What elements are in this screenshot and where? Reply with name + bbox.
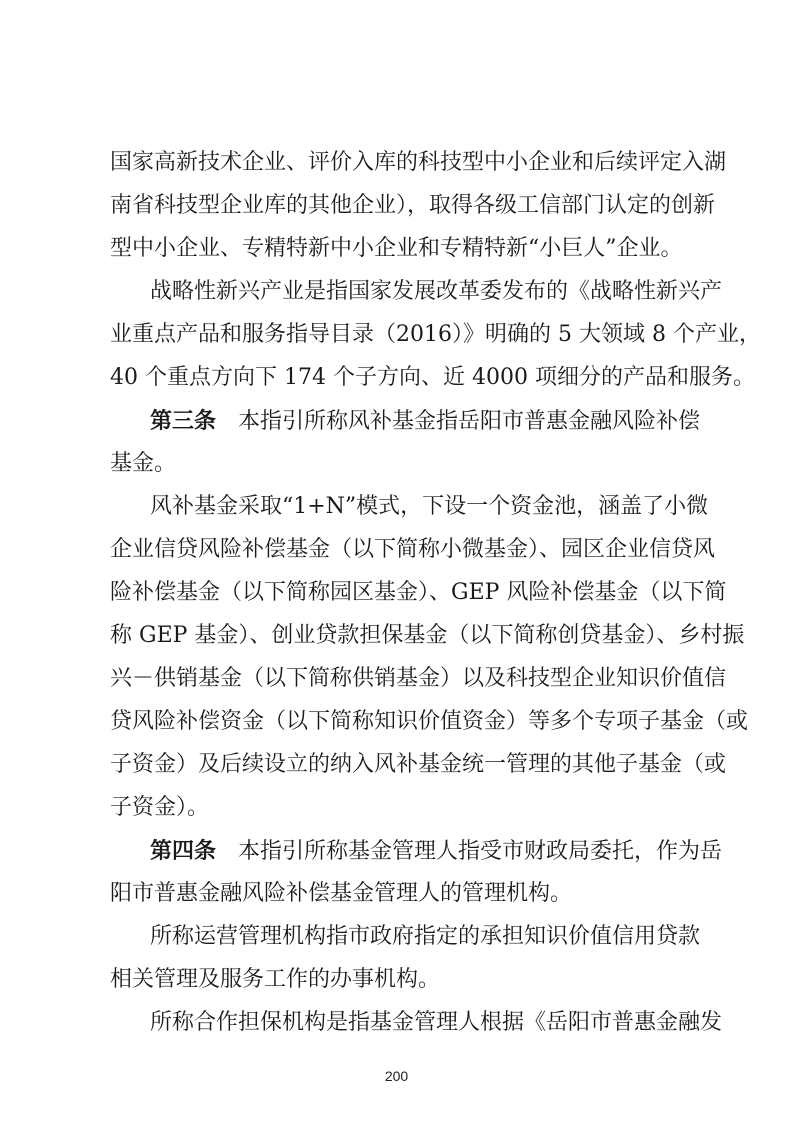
body-text-line: 风补基金采取“1+N”模式，下设一个资金池，涵盖了小微 — [150, 494, 709, 519]
article-text: 本指引所称基金管理人指受市财政局委托，作为岳 — [238, 839, 723, 864]
body-text-line: 国家高新技术企业、评价入库的科技型中小企业和后续评定入湖 — [110, 150, 727, 175]
body-text-line: 型中小企业、专精特新中小企业和专精特新“小巨人”企业。 — [110, 236, 683, 261]
body-text-line: 兴－供销基金（以下简称供销基金）以及科技型企业知识价值信 — [110, 666, 727, 691]
article-line — [150, 836, 723, 867]
body-text-line: 相关管理及服务工作的办事机构。 — [110, 967, 441, 992]
article-heading: 第三条 — [150, 408, 217, 434]
body-text-line: 企业信贷风险补偿基金（以下简称小微基金）、园区企业信贷风 — [110, 537, 716, 562]
body-text-line: 业重点产品和服务指导目录（2016）》明确的 5 大领域 8 个产业， — [110, 322, 761, 347]
article-heading: 第四条 — [150, 838, 217, 864]
body-text-line: 南省科技型企业库的其他企业），取得各级工信部门认定的创新 — [110, 193, 716, 218]
body-text-line: 战略性新兴产业是指国家发展改革委发布的《战略性新兴产 — [150, 279, 723, 304]
body-text-line: 所称运营管理机构指市政府指定的承担知识价值信用贷款 — [150, 924, 701, 949]
body-text-line: 阳市普惠金融风险补偿基金管理人的管理机构。 — [110, 881, 573, 906]
body-text-line: 子资金）。 — [110, 795, 210, 820]
body-text-line: 子资金）及后续设立的纳入风补基金统一管理的其他子基金（或 — [110, 752, 727, 777]
page-number: 200 — [384, 1068, 409, 1084]
body-text-line: 贷风险补偿资金（以下简称知识价值资金）等多个专项子基金（或 — [110, 709, 749, 734]
article-line — [150, 406, 701, 437]
article-text: 本指引所称风补基金指岳阳市普惠金融风险补偿 — [238, 409, 701, 434]
body-text-line: 称 GEP 基金）、创业贷款担保基金（以下简称创贷基金）、乡村振 — [110, 623, 745, 648]
body-text-line: 40 个重点方向下 174 个子方向、近 4000 项细分的产品和服务。 — [110, 365, 755, 390]
body-text-line: 险补偿基金（以下简称园区基金）、GEP 风险补偿基金（以下简 — [110, 580, 727, 605]
body-text-line: 基金。 — [110, 451, 177, 476]
body-text-line: 所称合作担保机构是指基金管理人根据《岳阳市普惠金融发 — [150, 1010, 723, 1035]
